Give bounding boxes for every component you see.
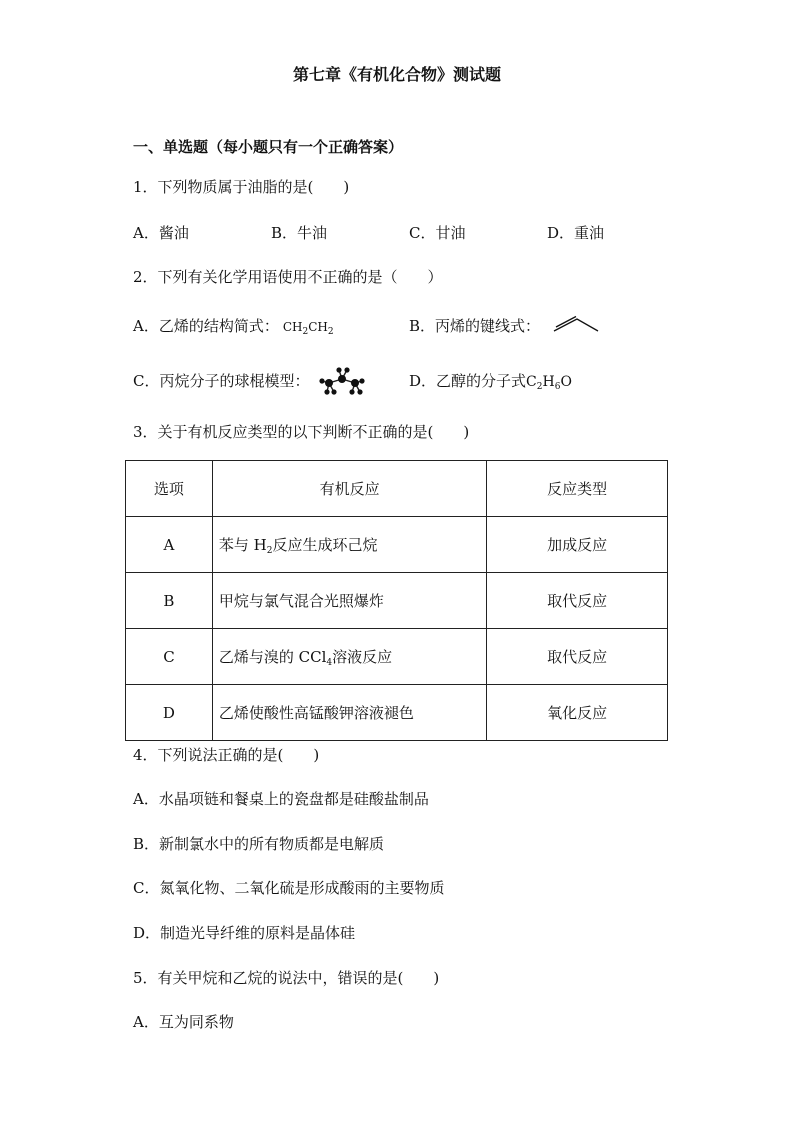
ethylene-formula: $CH_2CH_2$ (282, 320, 334, 337)
ethanol-formula: $C_2H_6O$ (526, 374, 572, 392)
table-row (126, 573, 668, 629)
q5-stem: 5．有关甲烷和乙烷的说法中，错误的是( ) (133, 969, 440, 987)
q1-option-d: D．重油 (547, 224, 605, 242)
row-type: 氧化反应 (487, 685, 668, 741)
q3-stem: 3．关于有机反应类型的以下判断不正确的是( ) (133, 423, 470, 441)
row-reaction: 乙烯与溴的 CCl$_4$溶液反应 (212, 629, 486, 685)
section-heading: 一、单选题（每小题只有一个正确答案） (133, 138, 404, 156)
q4-option-c: C．氮氧化物、二氧化硫是形成酸雨的主要物质 (133, 879, 445, 897)
q4-option-b: B．新制氯水中的所有物质都是电解质 (133, 835, 385, 853)
row-reaction: 甲烷与氯气混合光照爆炸 (212, 573, 486, 629)
q4-option-d: D．制造光导纤维的原料是晶体硅 (133, 924, 356, 942)
header-option: 选项 (126, 461, 213, 517)
table-row (126, 517, 668, 573)
q5-option-a: A．互为同系物 (133, 1013, 234, 1031)
q4-stem: 4．下列说法正确的是( ) (133, 746, 320, 764)
q4-option-a: A．水晶项链和餐桌上的瓷盘都是硅酸盐制品 (133, 790, 429, 808)
q2-option-d-text: D．乙醇的分子式 (409, 372, 527, 390)
table-header-row (126, 461, 668, 517)
row-reaction: 乙烯使酸性高锰酸钾溶液褪色 (212, 685, 486, 741)
header-reaction: 有机反应 (212, 461, 486, 517)
q1-option-c: C．甘油 (409, 224, 466, 242)
row-option: B (126, 573, 213, 629)
row-type: 取代反应 (487, 573, 668, 629)
row-reaction: 苯与 $H_2$反应生成环己烷 (212, 517, 486, 573)
q2-option-c: C．丙烷分子的球棍模型： (133, 372, 310, 390)
propane-ball-stick-icon (318, 364, 368, 398)
q2-stem: 2．下列有关化学用语使用不正确的是（ ） (133, 268, 443, 286)
reaction-table (125, 460, 668, 741)
q1-stem: 1．下列物质属于油脂的是( ) (133, 178, 350, 196)
page-title: 第七章《有机化合物》测试题 (292, 65, 501, 84)
q2-option-a-text: A．乙烯的结构简式： (133, 317, 279, 335)
row-type: 加成反应 (487, 517, 668, 573)
q2-option-b: B．丙烯的键线式： (409, 317, 541, 335)
table-row (126, 685, 668, 741)
row-type: 取代反应 (487, 629, 668, 685)
q2-option-a (133, 317, 334, 336)
table-row (126, 629, 668, 685)
q2-option-d (409, 372, 572, 391)
header-type: 反应类型 (487, 461, 668, 517)
q1-option-b: B．牛油 (271, 224, 328, 242)
row-option: C (126, 629, 213, 685)
q1-option-a: A．酱油 (133, 224, 189, 242)
row-option: A (126, 517, 213, 573)
row-option: D (126, 685, 213, 741)
propene-skeletal-icon (551, 315, 601, 335)
